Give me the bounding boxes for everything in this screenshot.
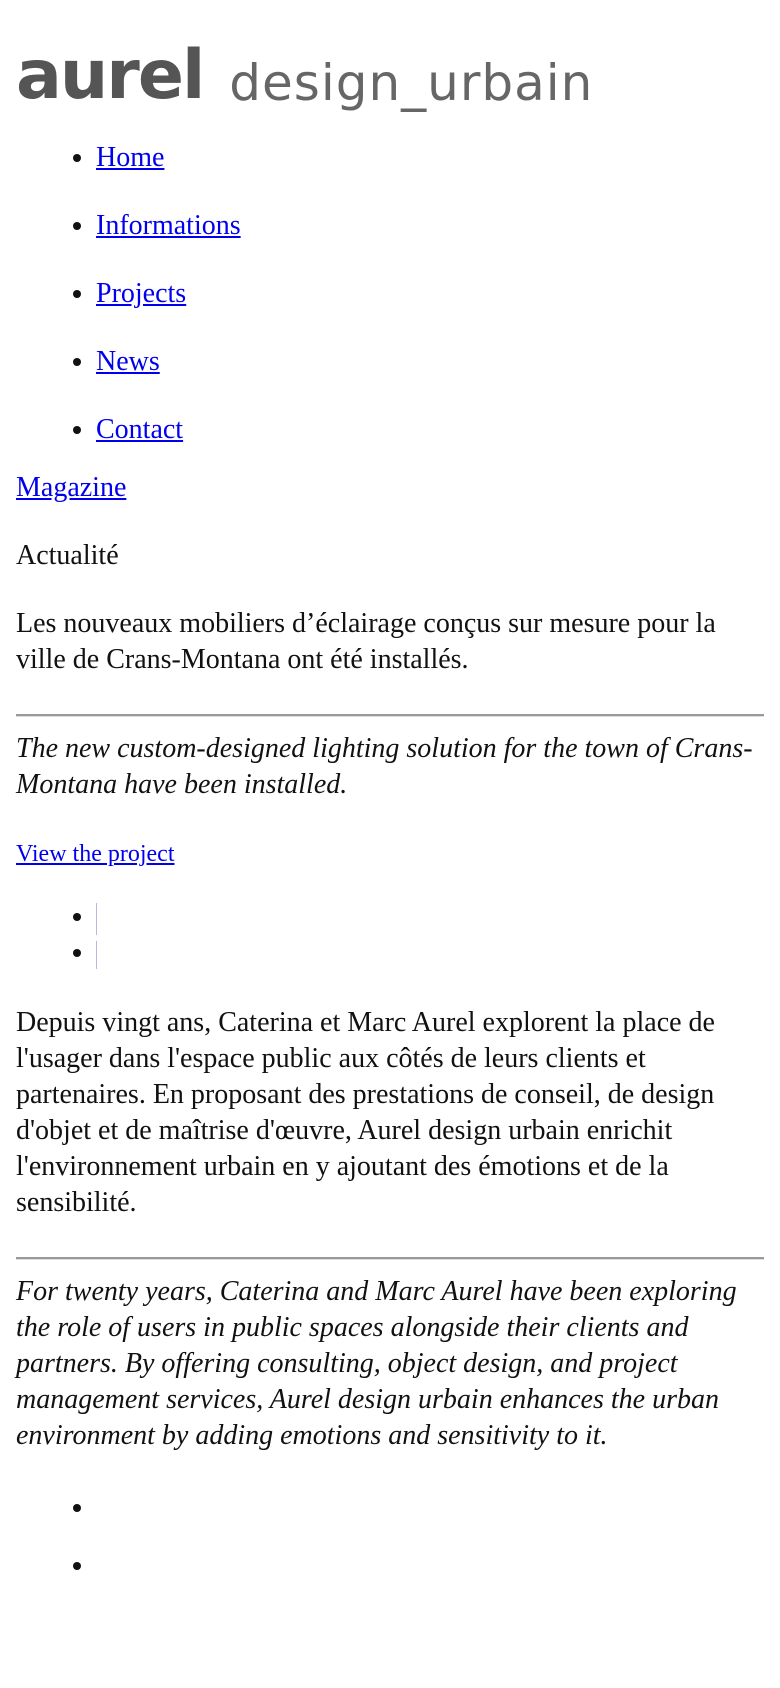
logo-subtitle: design_urbain bbox=[229, 54, 594, 112]
nav-list bbox=[16, 140, 764, 448]
slide-thumbnail[interactable] bbox=[96, 903, 97, 935]
magazine-link[interactable]: Magazine bbox=[16, 472, 127, 503]
nav-link-home[interactable]: Home bbox=[96, 142, 165, 173]
nav-link-contact[interactable]: Contact bbox=[96, 414, 184, 445]
nav-item-projects bbox=[96, 276, 764, 312]
news-text-en: The new custom-designed lighting solution for the town of Crans-Montana have been installed. bbox=[16, 733, 753, 800]
nav-link-informations[interactable]: Informations bbox=[96, 210, 241, 241]
slide-thumbnail[interactable] bbox=[96, 941, 97, 969]
slider-item[interactable] bbox=[96, 935, 764, 971]
nav-link-news[interactable]: News bbox=[96, 346, 160, 377]
slider-item[interactable] bbox=[96, 899, 764, 935]
divider bbox=[16, 1257, 764, 1260]
divider bbox=[16, 714, 764, 717]
bottom-list bbox=[16, 1490, 764, 1584]
nav-item-contact bbox=[96, 412, 764, 448]
slider-dots bbox=[16, 899, 764, 971]
list-item bbox=[96, 1548, 764, 1584]
section-label: Actualité bbox=[16, 540, 119, 571]
nav-item-home bbox=[96, 140, 764, 176]
site-logo[interactable] bbox=[16, 0, 764, 118]
about-text-fr: Depuis vingt ans, Caterina et Marc Aurel explorent la place de l'usager dans l'espace public aux côtés de leurs clients et partenaires. En proposant des prestations de conseil, de design d'objet et de maîtrise d'œuvre, Aurel design urbain enrichit l'environnement urbain en y ajoutant des émotions et de la sensibilité. bbox=[16, 1007, 715, 1218]
nav-link-projects[interactable]: Projects bbox=[96, 278, 187, 309]
nav-item-informations bbox=[96, 208, 764, 244]
main-nav bbox=[16, 140, 764, 448]
news-text-fr: Les nouveaux mobiliers d’éclairage conçus sur mesure pour la ville de Crans-Montana ont été installés. bbox=[16, 608, 716, 675]
list-item bbox=[96, 1490, 764, 1526]
nav-item-news bbox=[96, 344, 764, 380]
view-project-link[interactable]: View the project bbox=[16, 841, 175, 867]
about-text-en: For twenty years, Caterina and Marc Aurel have been exploring the role of users in public spaces alongside their clients and partners. By offering consulting, object design, and project management services, Aurel design urbain enhances the urban environment by adding emotions and sensitivity to it. bbox=[16, 1276, 737, 1451]
logo-mark: aurel bbox=[16, 36, 204, 115]
